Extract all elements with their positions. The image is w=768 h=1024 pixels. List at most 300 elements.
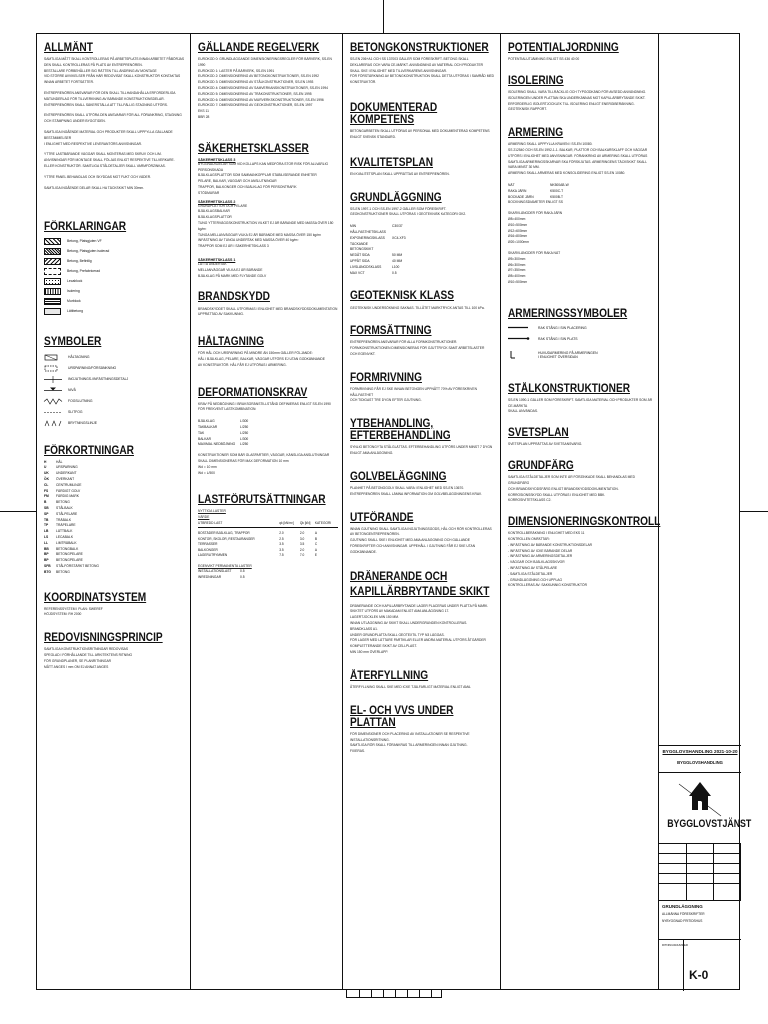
regelverk-line: EUROKOD 5: DIMENSIONERING AV TRÄKONSTRUKTIONER, SS-EN 1995 xyxy=(198,91,312,96)
skarv-raka-title: SKARVLÄNGDER FÖR RAKA JÄRN xyxy=(508,211,563,216)
regelverk-line: EUROKOD 2: DIMENSIONERING AV BETONGKONSTRUKTIONER, SS-EN 1992 xyxy=(198,74,319,79)
sk2-line: TUNG YTTERVÄGGSKONSTRUKTION VILKET EJ ÄR BÄRANDE MED MASSA ÖVER 150 kg/m² xyxy=(198,221,334,231)
dimensionering-line: KONTROLLEN OMFATTAR: xyxy=(508,536,550,541)
redovisningsprincip-line: SPEGLAD I FÖRHÅLLANDE TILL ARKITEKTENS RITNING xyxy=(44,653,133,658)
hatch-swatch-icon xyxy=(44,288,61,295)
formsattning-line: ENTREPRENÖREN ANSVARAR FÖR ALLA FORMKONSTRUKTIONER. xyxy=(350,340,458,345)
abbreviation-item: BP BETONGPELARE xyxy=(44,558,83,563)
allmant-line: YTTRE LASTBÄRANDE VÄGGAR SKALL MONTERAS MED SKRUV OCH LIM. xyxy=(44,152,162,157)
sk1-label: SÄKERHETSKLASS 1 xyxy=(198,258,236,263)
abbreviation-item: BP BETONGPELARE xyxy=(44,552,83,557)
formrivning-text xyxy=(350,387,496,404)
dimensionering-line: - INFÄSTNING AV STÅLPELARE xyxy=(508,565,558,570)
stamp-text: BYGGLOVSHANDLING xyxy=(677,760,723,765)
brandskydd-text xyxy=(198,307,338,319)
hatch-swatch-icon xyxy=(44,258,61,265)
regelverk-line: EKS 11 xyxy=(198,109,209,114)
deformation-row: MAXIMAL NEDBÖJNING L/250 xyxy=(198,442,249,447)
dranerande-text xyxy=(350,604,496,656)
deformation-row: TAK L/250 xyxy=(198,430,249,435)
abbreviation-list xyxy=(44,460,186,576)
redovisningsprincip-line: SAMTLIGA KONSTRUKTIONSRITNINGAR REDOVISAS xyxy=(44,647,129,652)
revision-cell xyxy=(659,864,687,874)
allmant-line: SAMTLIGA MÅTT SKALL KONTROLLERAS PÅ ARBETSPLATS INNAN ARBETET PÅBÖRJAS xyxy=(44,57,185,62)
revision-cell xyxy=(714,874,741,884)
ytbehandling-text xyxy=(350,445,496,457)
dimensionering-line: - INFÄSTNING AV ICKE BÄRANDE DELAR xyxy=(508,548,573,553)
utforande-line: INNAN GJUTNING SKALL SAMTLIGA INGJUTNINGSGODS, HÅL OCH RÖR KONTROLLERAS xyxy=(350,526,492,531)
heading-formrivning: FORMRIVNING xyxy=(350,371,422,384)
egenvikt-row: INREDNINGAR 0.5 xyxy=(198,575,245,580)
el-vvs-line: INSTALLATIONSRITNING. xyxy=(350,737,390,742)
regelverk-text xyxy=(198,57,338,121)
skarv-raka-item: Ø8=400mm xyxy=(508,216,526,221)
armering-row: NÄT NK500AB-W xyxy=(508,182,569,187)
sk1-line: BJÄLKLAG PÅ MARK MED FLYTANDE GOLV xyxy=(198,273,267,278)
project-sub: ALLMÄNNA FÖRESKRIFTER xyxy=(662,912,705,916)
armering-line: UTFÖRS I ENLIGHET MED ANVISNINGAR. FÖRANKRING AV ARMERING SKALL UTFÖRAS xyxy=(508,153,648,158)
koordinatsystem-text xyxy=(44,607,186,619)
regelverk-line: EUROKOD 7: DIMENSIONERING AV GEOKONSTRUKTIONER, SS-EN 1997 xyxy=(198,103,313,108)
heading-grundlaggning: GRUNDLÄGGNING xyxy=(350,191,442,204)
bottom-scale-bar xyxy=(346,990,442,998)
grundlaggning-line: SS-EN 1997-1 OCH SS-EN 1997-2 GÄLLER SOM FÖRESKRIFT. xyxy=(350,206,447,211)
allmant-line: I ENLIGHET MED RESPEKTIVE LEVERANTÖRS ANVISNINGAR. xyxy=(44,141,142,146)
armering-symbol-list xyxy=(508,323,654,365)
drawing-symbol-icon xyxy=(44,420,62,427)
abbreviation-item: BTG BETONG xyxy=(44,569,70,574)
scale-bar-tick xyxy=(395,990,396,998)
formsattning-line: FORMKONSTRUKTIONEN DIMENSIONERAS FÖR GJUTTRYCK SAMT ARBETSLASTER xyxy=(350,346,485,351)
stal-text xyxy=(508,398,654,415)
skarv-raka-item: Ø16=800mm xyxy=(508,234,528,239)
utforande-line: AV BETONGENTREPRENÖREN. xyxy=(350,532,400,537)
sk3-line: PELARE, BALKAR, VÄGGAR OCH ANSLUTNINGAR xyxy=(198,179,277,184)
deformation-row: TAKBALKAR L/250 xyxy=(198,425,249,429)
hatch-swatch-icon xyxy=(44,238,61,245)
load-table-row: TERRASSER 3.5 3.5 C xyxy=(198,542,318,547)
symbol-item: HÅLTAGNING xyxy=(44,352,186,363)
abbreviation-item: TP TRÄPELARE xyxy=(44,523,76,528)
scale-bar-tick xyxy=(419,990,420,998)
armering-line: SAMTLIGA ARMERINGSSKARVAR SKA FÖRSKJUTAS. ARMERINGENS TÄCKSKIKT SKALL xyxy=(508,159,647,164)
column-3 xyxy=(343,34,501,989)
nyttiga-laster-label: NYTTIGA LASTER xyxy=(198,509,226,514)
legend-item: Isolering xyxy=(44,286,186,296)
kvalitetsplan-line: EN KVALITETSPLAN SKALL UPPRÄTTAS AV ENTREPRENÖREN. xyxy=(350,171,450,176)
skarv-nat-item: Ø8=400mm xyxy=(508,274,526,279)
sk2-line: GRUNDPLATTOR OCH PELARE xyxy=(198,203,248,208)
symbol-item: URSPARNING/FÖRSÄNKNING xyxy=(44,363,186,374)
sk2-line: BJÄLKLAGSBALKAR xyxy=(198,209,230,214)
dimensionering-line: - INFÄSTNING AV BÄRANDE KONSTRUKTIONSDELAR xyxy=(508,542,593,547)
drawing-symbol-icon xyxy=(44,365,62,372)
dimensionering-line: KONTROLLBERÄKNING I ENLIGHET MED EKS 11 xyxy=(508,531,585,536)
grundlaggning-row: TÄCKANDE BETONGSKIKT xyxy=(350,241,374,252)
koordinatsystem-line: REFERENSSYSTEM I PLAN: SWEREF xyxy=(44,606,103,611)
sk3-line: TRAPPOR, BALKONGER OCH BJÄLKLAG FÖR PERSONTRAFIK xyxy=(198,185,297,190)
scale-bar-tick xyxy=(359,990,360,998)
house-logo-icon xyxy=(659,776,741,820)
stamp-date-text: BYGGLOVSHANDLING 2021-10-20 xyxy=(662,749,738,754)
el-vvs-line: FÖR DIMENSIONER OCH PLACERING AV INSTALLATIONER SE RESPEKTIVE xyxy=(350,731,470,736)
abbreviation-item: FM FÄRDIG MARK xyxy=(44,494,79,499)
nyttiga-laster-sublabel: VÄRDE xyxy=(198,515,210,520)
brandskydd-line: UPPRÄTTAD AV SAKKUNNIG. xyxy=(198,312,244,317)
symbol-list xyxy=(44,352,186,429)
heading-redovisningsprincip: REDOVISNINGSPRINCIP xyxy=(44,632,163,645)
project-label: GRUNDLÄGGNING xyxy=(662,904,703,909)
grundfarg-line: KORROSIVITETSKLASS C2. xyxy=(508,498,552,503)
symbol-item: SLITFOG xyxy=(44,407,186,418)
dimensionering-line: - GRUNDLÄGGNING OCH UPPLAG xyxy=(508,577,563,582)
ytbehandling-line: SYNLIG BETONGYTA STÅLGLÄTTAS. EFTERBEHANDLING UTFÖRS UNDER MINST 7 DYGN xyxy=(350,445,493,450)
sk2-label: SÄKERHETSKLASS 2 xyxy=(198,199,236,204)
isolering-line: ISOLERINGEN UNDER PLATTAN SKA UNDERKÄNNAS MOT KAPILLÄRBRYTANDE SKIKT. xyxy=(508,95,646,100)
deformation-extra-line: Wd = 10 mm xyxy=(198,464,217,469)
revision-cell xyxy=(687,884,714,901)
heading-lastforutsattningar: LASTFÖRUTSÄTTNINGAR xyxy=(198,494,326,507)
hatch-swatch-icon xyxy=(44,308,61,315)
betong-line: SKALL SKE I ENLIGHET MED TILLVERKARENS ANVISNINGAR. xyxy=(350,68,447,73)
heading-dimensioneringskontroll: DIMENSIONERINGSKONTROLL xyxy=(508,516,661,529)
allmant-line: DEN SKALL KONTROLLERAS PÅ PLATS AV ENTREPRENÖREN. xyxy=(44,62,143,67)
skarv-nat-item: Ø7=350mm xyxy=(508,268,526,273)
abbreviation-item: SB STÅLBALK xyxy=(44,505,73,510)
heading-utforande: UTFÖRANDE xyxy=(350,511,414,524)
scale-bar-tick xyxy=(431,990,432,998)
dranerande-line: UNDER GRUNDPLATTA SKALL GEOTEXTIL TYP N3 LÄGGAS. xyxy=(350,632,445,637)
load-table-row: BOSTÄDER BJÄLKLAG, TRAPPOR 2.0 2.0 A xyxy=(198,531,318,536)
abbreviation-item: LB LÄTTBALK xyxy=(44,529,73,534)
grundfarg-line: SAMTLIGA STÅLDETALJER SOM INTE ÄR FÖRZINKADE SKALL BEHANDLAS MED GRUNDFÄRG xyxy=(508,475,635,485)
utforande-text xyxy=(350,527,496,556)
redovisningsprincip-line: FÖR GRUNDPLANER, SE PLANRITNINGAR xyxy=(44,658,112,663)
symbol-item: NIVÅ xyxy=(44,385,186,396)
haltagning-line: AV KONSTRUKTÖR. HÅL FÅR EJ UTFÖRAS I ARMERING. xyxy=(198,362,287,367)
right-registration-mark xyxy=(740,511,768,512)
abbreviation-item: U URSPARNING xyxy=(44,465,78,470)
title-block-column xyxy=(659,34,752,989)
sk1-line: MELLANVÄGGAR VILKA EJ ÄR BÄRANDE xyxy=(198,267,263,272)
grundlaggning-line: GEOKONSTRUKTIONER SKALL UTFÖRAS I GEOTEKNISK KATEGORI GK2. xyxy=(350,212,467,217)
allmant-line: SAMTLIGA INGÅENDE DELAR SKALL HA TÄCKSKIKT MIN 30mm. xyxy=(44,185,144,190)
stal-line: SKALL ANVÄNDAS. xyxy=(508,409,538,414)
armering-text xyxy=(508,142,654,177)
title-block-stamp xyxy=(659,745,741,773)
revision-cell xyxy=(687,864,714,874)
revision-cell xyxy=(714,884,741,901)
column-2 xyxy=(191,34,343,989)
isolering-text xyxy=(508,90,654,113)
aterfyllning-text xyxy=(350,685,496,691)
load-table-header: UTBREDD LAST qk [kN/m²] Qk [kN] KATEGORI xyxy=(198,521,338,527)
abbreviation-item: CL CENTRUMLINJE xyxy=(44,482,82,487)
allmant-line: ENTREPRENÖREN SKALL SÄKERSTÄLLA ATT TILLFÄLLIG STAGNING UTFÖRS. xyxy=(44,102,168,107)
deformation-row: BALKAR L/300 xyxy=(198,436,249,441)
project-info xyxy=(659,902,741,940)
heading-aterfyllning: ÅTERFYLLNING xyxy=(350,669,429,682)
allmant-line: BESTÄLLARE FÖRBEHÅLLER SIG RÄTTEN TILL ÄNDRING AV MONTAGE xyxy=(44,68,157,73)
utforande-line: FÖRESKRIFTER OCH ANVISNINGAR. UPPEHÅLL I GJUTNING FÅR EJ SKE UTAN GODKÄNNANDE. xyxy=(350,544,476,554)
betong-line: DEKLARERAS OCH VARA CE-MÄRKT. ANVÄNDNING AV MATERIAL OCH PRODUKTER xyxy=(350,62,484,67)
revision-cell xyxy=(659,874,687,884)
grundlaggning-table xyxy=(350,224,496,276)
grundlaggning-row: LIVSLÄNGDSKLASS L100 xyxy=(350,264,400,269)
abbreviation-item: LL LIMTRÄBALK xyxy=(44,540,77,545)
grundfarg-text xyxy=(508,475,654,504)
load-table-row: KONTOR, SKOLOR, RESTAURANGER 2.5 3.0 B xyxy=(198,536,318,541)
redovisningsprincip-text xyxy=(44,647,186,670)
heading-el-vvs: EL- OCH VVS UNDER PLATTAN xyxy=(350,704,454,729)
el-vvs-line: FIXERAS. xyxy=(350,749,366,754)
heading-forklaringar: FÖRKLARINGAR xyxy=(44,221,127,234)
skarv-nat-title: SKARVLÄNGDER FÖR RAKA NÄT xyxy=(508,250,561,255)
legend-list xyxy=(44,236,186,316)
sk2-line: TRAPPOR SOM EJ ÄR I SÄKERHETSKLASS 3 xyxy=(198,244,269,249)
column-4 xyxy=(501,34,659,989)
haltagning-line: FÖR HÅL OCH URSPARNING PÅ MINDRE ÄN 150mm GÄLLER FÖLJANDE: xyxy=(198,351,313,356)
allmant-line: OCH STÄMPNING UNDER BYGGTIDEN. xyxy=(44,119,106,124)
drawing-symbol-icon xyxy=(44,409,62,416)
legend-item: Betong, Platsgjuten isolerad xyxy=(44,246,186,256)
allmant-line: MÄTUNDERLAG FÖR TILLVERKNING AV BÄRANDE KONSTRUKTIONSDELAR. xyxy=(44,96,165,101)
el-vvs-text xyxy=(350,732,496,755)
rebar-symbol-icon xyxy=(508,324,530,332)
abbreviation-item: B BETONG xyxy=(44,500,70,505)
rebar-symbol-icon xyxy=(508,335,530,343)
utforande-line: GJUTNING SKALL SKE I ENLIGHET MED AMA ANLÄGGNING OCH GÄLLANDE xyxy=(350,538,471,543)
abbreviation-item: UK UNDERKANT xyxy=(44,471,77,476)
skarv-nat-item: Ø6=300mm xyxy=(508,262,526,267)
kompetens-line: BETONGARBETEN SKALL UTFÖRAS AV PERSONAL MED DOKUMENTERAD KOMPETENS xyxy=(350,129,490,134)
grundlaggning-text xyxy=(350,207,496,219)
sk2-text xyxy=(198,204,338,250)
sk3-line: STÖDMURAR xyxy=(198,190,220,195)
regelverk-line: EUROKOD 3: DIMENSIONERING AV STÅLKONSTRUKTIONER, SS-EN 1993 xyxy=(198,80,314,85)
abbreviation-item: LS LECABALK xyxy=(44,534,74,539)
deformation-extra xyxy=(198,465,338,477)
armering-line: ARMERING SKALL UPPFYLLA KRAVEN I SS-EN 10080. xyxy=(508,142,593,147)
heading-betongkonstruktioner: BETONGKONSTRUKTIONER xyxy=(350,42,489,54)
rebar-symbol-icon xyxy=(508,351,530,359)
abbreviation-item: TB TRÄBALK xyxy=(44,517,72,522)
egenvikt-table xyxy=(198,569,338,581)
isolering-line: ERFORDERLIG ISOLERTJOCKLEK TILL ISOLERING ENLIGT ENERGIBERÄKNING. xyxy=(508,101,635,106)
koordinatsystem-line: HÖJDSYSTEM: RH 2000 xyxy=(44,612,82,617)
redovisningsprincip-line: MÅTT ANGES I mm OM EJ ANNAT ANGES xyxy=(44,664,109,669)
armering-note: BOCKNINGSDIAMETER ENLIGT SS xyxy=(508,200,563,205)
heading-kompetens: DOKUMENTERAD KOMPETENS xyxy=(350,102,438,127)
ytbehandling-line: ENLIGT AMA ANLÄGGNING. xyxy=(350,451,394,456)
sk2-line: BJÄLKLAGSPLATTOR xyxy=(198,215,232,220)
brandskydd-line: BRANDSKYDDET SKALL UTFORMAS I ENLIGHET MED BRANDSKYDDSDOKUMENTATION xyxy=(198,306,338,311)
allmant-line: YTTRE PANEL BEHANDLAS OCH SKYDDAS MOT FUKT OCH VÄDER. xyxy=(44,174,152,179)
egenvikt-row: INSTALLATIONSLAST 0.5 xyxy=(198,569,245,574)
svetsplan-line: SVETSPLAN UPPRÄTTAS AV SVETSANSVARIG. xyxy=(508,442,583,447)
revision-cell xyxy=(714,864,741,874)
abbreviation-item: ÖK ÖVERKANT xyxy=(44,476,75,481)
grundlaggning-row: NEDÅT SIDA 50 MM xyxy=(350,253,403,258)
skarv-nat-item: Ø10=500mm xyxy=(508,279,528,284)
skarv-raka-item: Ø12=600mm xyxy=(508,228,528,233)
grundlaggning-row: MIN HÅLLFASTHETSKLASS C30/37 xyxy=(350,224,403,235)
betong-line: FÖR FÖRSTÄRKNING AV BETONGKONSTRUKTION SKALL DETTA UTFÖRAS I SAMRÅD MED KONSTRUKTÖR. xyxy=(350,74,495,85)
deformation-table xyxy=(198,419,338,448)
revision-cell xyxy=(687,844,714,854)
abbreviation-item: SP STÅLPELARE xyxy=(44,511,78,516)
abbreviation-item: FS FÄRDIGT GOLV xyxy=(44,488,81,493)
regelverk-line: EUROKOD 6: DIMENSIONERING AV MURVERKSKONSTRUKTIONER, SS-EN 1996 xyxy=(198,97,324,102)
revision-grid xyxy=(659,844,741,901)
aterfyllning-line: ÅTERFYLLNING SKALL SKE MED ICKE TJÄLFARLIGT MATERIAL ENLIGT AMA. xyxy=(350,684,472,689)
heading-brandskydd: BRANDSKYDD xyxy=(198,291,270,304)
legend-item: Betong, Platsgjuten VF xyxy=(44,236,186,246)
legend-item: Lecablock xyxy=(44,276,186,286)
load-table-row: LAGERUTRYMMEN 7.5 7.0 E xyxy=(198,553,318,558)
heading-armering: ARMERING xyxy=(508,127,564,140)
allmant-line: ELLER KONSTRUKTÖR. SAMTLIGA STÅLDETALJER SKALL VARMFÖRZINKAS. xyxy=(44,164,166,169)
dimensionering-line: - SAMTLIGA STÅLDETALJER xyxy=(508,571,553,576)
scale-bar-tick xyxy=(383,990,384,998)
heading-geoteknisk: GEOTEKNISK KLASS xyxy=(350,290,455,303)
deformation-note: KONSTRUKTIONER SOM BÄR GLASPARTIER, VÄGGAR, KÄNSLIGA ANSLUTNINGAR SKALL DIMENSIONERAS FÖR MAX DEFORMATION 10 mm xyxy=(198,453,330,463)
egenvikt-label: EGENVIKT PERMANENTA LASTER xyxy=(198,563,252,568)
golvbelaggning-line: PLANHET PÅ BETONGGOLV SKALL VARA I ENLIGHET MED SS-EN 13670. xyxy=(350,486,465,490)
heading-sakerhetsklasser: SÄKERHETSKLASSER xyxy=(198,142,309,155)
formrivning-line: OCH TIDIGAST TRE DYGN EFTER GJUTNING. xyxy=(350,398,422,403)
revision-cell xyxy=(714,844,741,854)
dranerande-line: SKIKTET UTFÖRS AV MAKADAM ENLIGT AMA ANLÄGGNING 17. xyxy=(350,609,450,614)
abbreviation-item: SFB STÅLFÖRSTÄRKT BETONG xyxy=(44,563,99,568)
allmant-line: ENTREPRENÖREN SKALL UTFÖRA DEN ANSVARAR FÖR ALL FÖRANKRING, STAGNING xyxy=(44,113,182,118)
dranerande-line: INNAN UTLÄGGNING AV SKIKT SKALL UNDERGRUNDEN KONTROLLERAS. xyxy=(350,621,468,626)
heading-golvbelaggning: GOLVBELÄGGNING xyxy=(350,470,447,483)
left-registration-mark xyxy=(0,511,36,512)
load-table-row: BALKONGER 3.5 2.0 A xyxy=(198,547,318,552)
project-name: NYBYGGNAD FRITIDSHUS xyxy=(662,919,703,923)
grundlaggning-row: EXPONERINGSKLASS XC4-XF3 xyxy=(350,235,406,240)
hatch-swatch-icon xyxy=(44,298,61,305)
skarv-raka-item: Ø20=1000mm xyxy=(508,240,529,245)
stal-line: SS-EN 1090-1 GÄLLER SOM FÖRESKRIFT. SAMTLIGA MATERIAL OCH PRODUKTER SOM ÄR CE-MÄRKTA xyxy=(508,397,653,408)
geoteknisk-text xyxy=(350,306,496,312)
symbol-item: INGJUTNINGS-/INFÄSTNINGSDETALJ xyxy=(44,374,186,385)
dranerande-line: MIN 150 mm ÖVERLAPP. xyxy=(350,650,389,655)
heading-armeringssymboler: ARMERINGSSYMBOLER xyxy=(508,307,628,320)
dranerande-line: LAGERTJOCKLEK MIN 150 MM. xyxy=(350,615,399,620)
golvbelaggning-text xyxy=(350,486,496,498)
skarv-nat-item: Ø5=300mm xyxy=(508,256,526,261)
revision-cell xyxy=(687,854,714,864)
heading-grundfarg: GRUNDFÄRG xyxy=(508,460,574,473)
deformation-intro: KRAV PÅ NEDBÖJNING I BRUKSGRÄNSTILLSTÅND DEFINIERAS ENLIGT SS-EN 1990 xyxy=(198,401,331,406)
heading-dranerande: DRÄNERANDE OCH KAPILLÄRBRYTANDE SKIKT xyxy=(350,570,490,599)
armering-line: VARA MINST 30 MM. xyxy=(508,165,540,170)
grundfarg-line: OCH BRANDSKYDDSFÄRG ENLIGT BRANDSKYDDSDOKUMENTATION. xyxy=(508,486,619,491)
sk3-text xyxy=(198,162,338,197)
skarv-raka-item: Ø10=500mm xyxy=(508,222,528,227)
haltagning-text xyxy=(198,351,338,368)
formsattning-text xyxy=(350,340,496,357)
scale-bar-tick xyxy=(371,990,372,998)
legend-item: Betong, Befintlig xyxy=(44,256,186,266)
symbol-item: BRYTNINGSLINJE xyxy=(44,418,186,429)
hatch-swatch-icon xyxy=(44,248,61,255)
legend-item: Lättbetong xyxy=(44,306,186,316)
armering-row: RAKA JÄRN K500C-T xyxy=(508,188,564,193)
symbol-item: FOGSLUTNING xyxy=(44,396,186,407)
heading-forkortningar: FÖRKORTNINGAR xyxy=(44,444,134,457)
top-registration-mark xyxy=(383,0,384,33)
revision-cell xyxy=(659,884,687,901)
drawing-sheet xyxy=(36,33,752,990)
drawing-number-block xyxy=(659,940,741,991)
regelverk-line: EUROKOD 1: LASTER PÅ BÄRVERK, SS-EN 1991 xyxy=(198,68,275,73)
armering-table xyxy=(508,183,654,200)
heading-isolering: ISOLERING xyxy=(508,74,564,87)
allmant-line: INNAN ARBETET FORTSÄTTER. xyxy=(44,80,94,85)
haltagning-line: HÅL I BJÄLKLAG, PELARE, BALKAR, VÄGGAR UTFÖRS EJ UTAN GODKÄNNANDE xyxy=(198,356,325,361)
sk2-line: TUNGA MELLANVÄGGAR VILKA EJ ÄR BÄRANDE MED MASSA ÖVER 150 kg/m² xyxy=(198,232,322,237)
armering-symbol-item: RAK STÅNG I SIN PLATS xyxy=(508,334,654,345)
sk3-line: BYGGNADSDELAR SOM VID KOLLAPS KAN MEDFÖRA STOR RISK FÖR ALLVARLIG PERSONSKADA xyxy=(198,161,329,172)
skarv-raka-list xyxy=(508,217,654,246)
svetsplan-text xyxy=(508,442,654,448)
potential-text xyxy=(508,57,654,63)
armering-symbol-item: RAK STÅNG I SIN PLACERING xyxy=(508,323,654,334)
heading-allmant: ALLMÄNT xyxy=(44,42,93,54)
legend-item: Betong, Prefabricerad xyxy=(44,266,186,276)
heading-regelverk: GÄLLANDE REGELVERK xyxy=(198,42,320,54)
deformation-row: BJÄLKLAG L/300 xyxy=(198,419,249,424)
isolering-line: ISOLERING SKALL VARA TILLRÄCKLIG OCH TYPGODKÄND FÖR AVSEDD ANVÄNDNING. xyxy=(508,89,647,94)
revision-cell xyxy=(687,874,714,884)
legend-item: Murblock xyxy=(44,296,186,306)
drawing-symbol-icon xyxy=(44,387,62,394)
dranerande-line: BRANDKLASS A1. xyxy=(350,626,378,631)
abbreviation-item: BB BETONGBALK xyxy=(44,546,79,551)
formsattning-line: OCH EGENVIKT. xyxy=(350,351,376,356)
allmant-line: VID STÖRRE AVVIKELSER FRÅN HÄR REDOVISAT SKALL KONSTRUKTÖR KONTAKTAS xyxy=(44,74,181,79)
armering-line: ARMERING SKALL ARMERAS MED KONSOLIDERING ENLIGT SS-EN 10080. xyxy=(508,171,626,176)
dranerande-line: FÖR LAGER MED LÄTTARE PARTIKLAR ELLER ANDRA MATERIAL UTFÖRS ÅTGÄRDER xyxy=(350,638,486,643)
revision-cell xyxy=(659,844,687,854)
potential-line: POTENTIALUTJÄMNING ENLIGT SS 436 40 00 xyxy=(508,57,580,62)
deformation-extra-line: Wd = L/500 xyxy=(198,470,215,475)
drawing-symbol-icon xyxy=(44,398,62,405)
heading-potentialjordning: POTENTIALJORDNING xyxy=(508,42,619,54)
revision-cell xyxy=(714,854,741,864)
sk1-line: LÄTTA UNDERTAK xyxy=(198,262,227,267)
dranerande-line: KOMPLETTERANDE SKIKT AV CELLPLAST. xyxy=(350,644,417,649)
load-table xyxy=(198,521,338,559)
deformation-intro2: FÖR FREKVENT LASTKOMBINATION: xyxy=(198,407,257,412)
sk3-label: SÄKERHETSKLASS 3 xyxy=(198,157,236,162)
dimensionering-text xyxy=(508,531,654,589)
heading-symboler: SYMBOLER xyxy=(44,336,102,349)
heading-svetsplan: SVETSPLAN xyxy=(508,427,569,440)
dimensionering-line: KONTROLLERAS AV: SAKKUNNIG KONSTRUKTÖR xyxy=(508,583,587,588)
betong-text xyxy=(350,57,496,86)
drawing-symbol-icon xyxy=(44,354,62,361)
grundlaggning-row: UPPÅT SIDA 40 MM xyxy=(350,259,403,264)
hatch-swatch-icon xyxy=(44,278,61,285)
heading-ytbehandling: YTBEHANDLING, EFTERBEHANDLING xyxy=(350,418,451,443)
drawing-number-label: RITNINGSNUMMER xyxy=(662,943,688,947)
regelverk-line: EUROKOD 0: GRUNDLÄGGANDE DIMENSIONERINGSREGLER FÖR BÄRVERK, SS-EN 1990 xyxy=(198,57,332,67)
armering-row: BOCKADE JÄRN K500B-T xyxy=(508,194,564,199)
